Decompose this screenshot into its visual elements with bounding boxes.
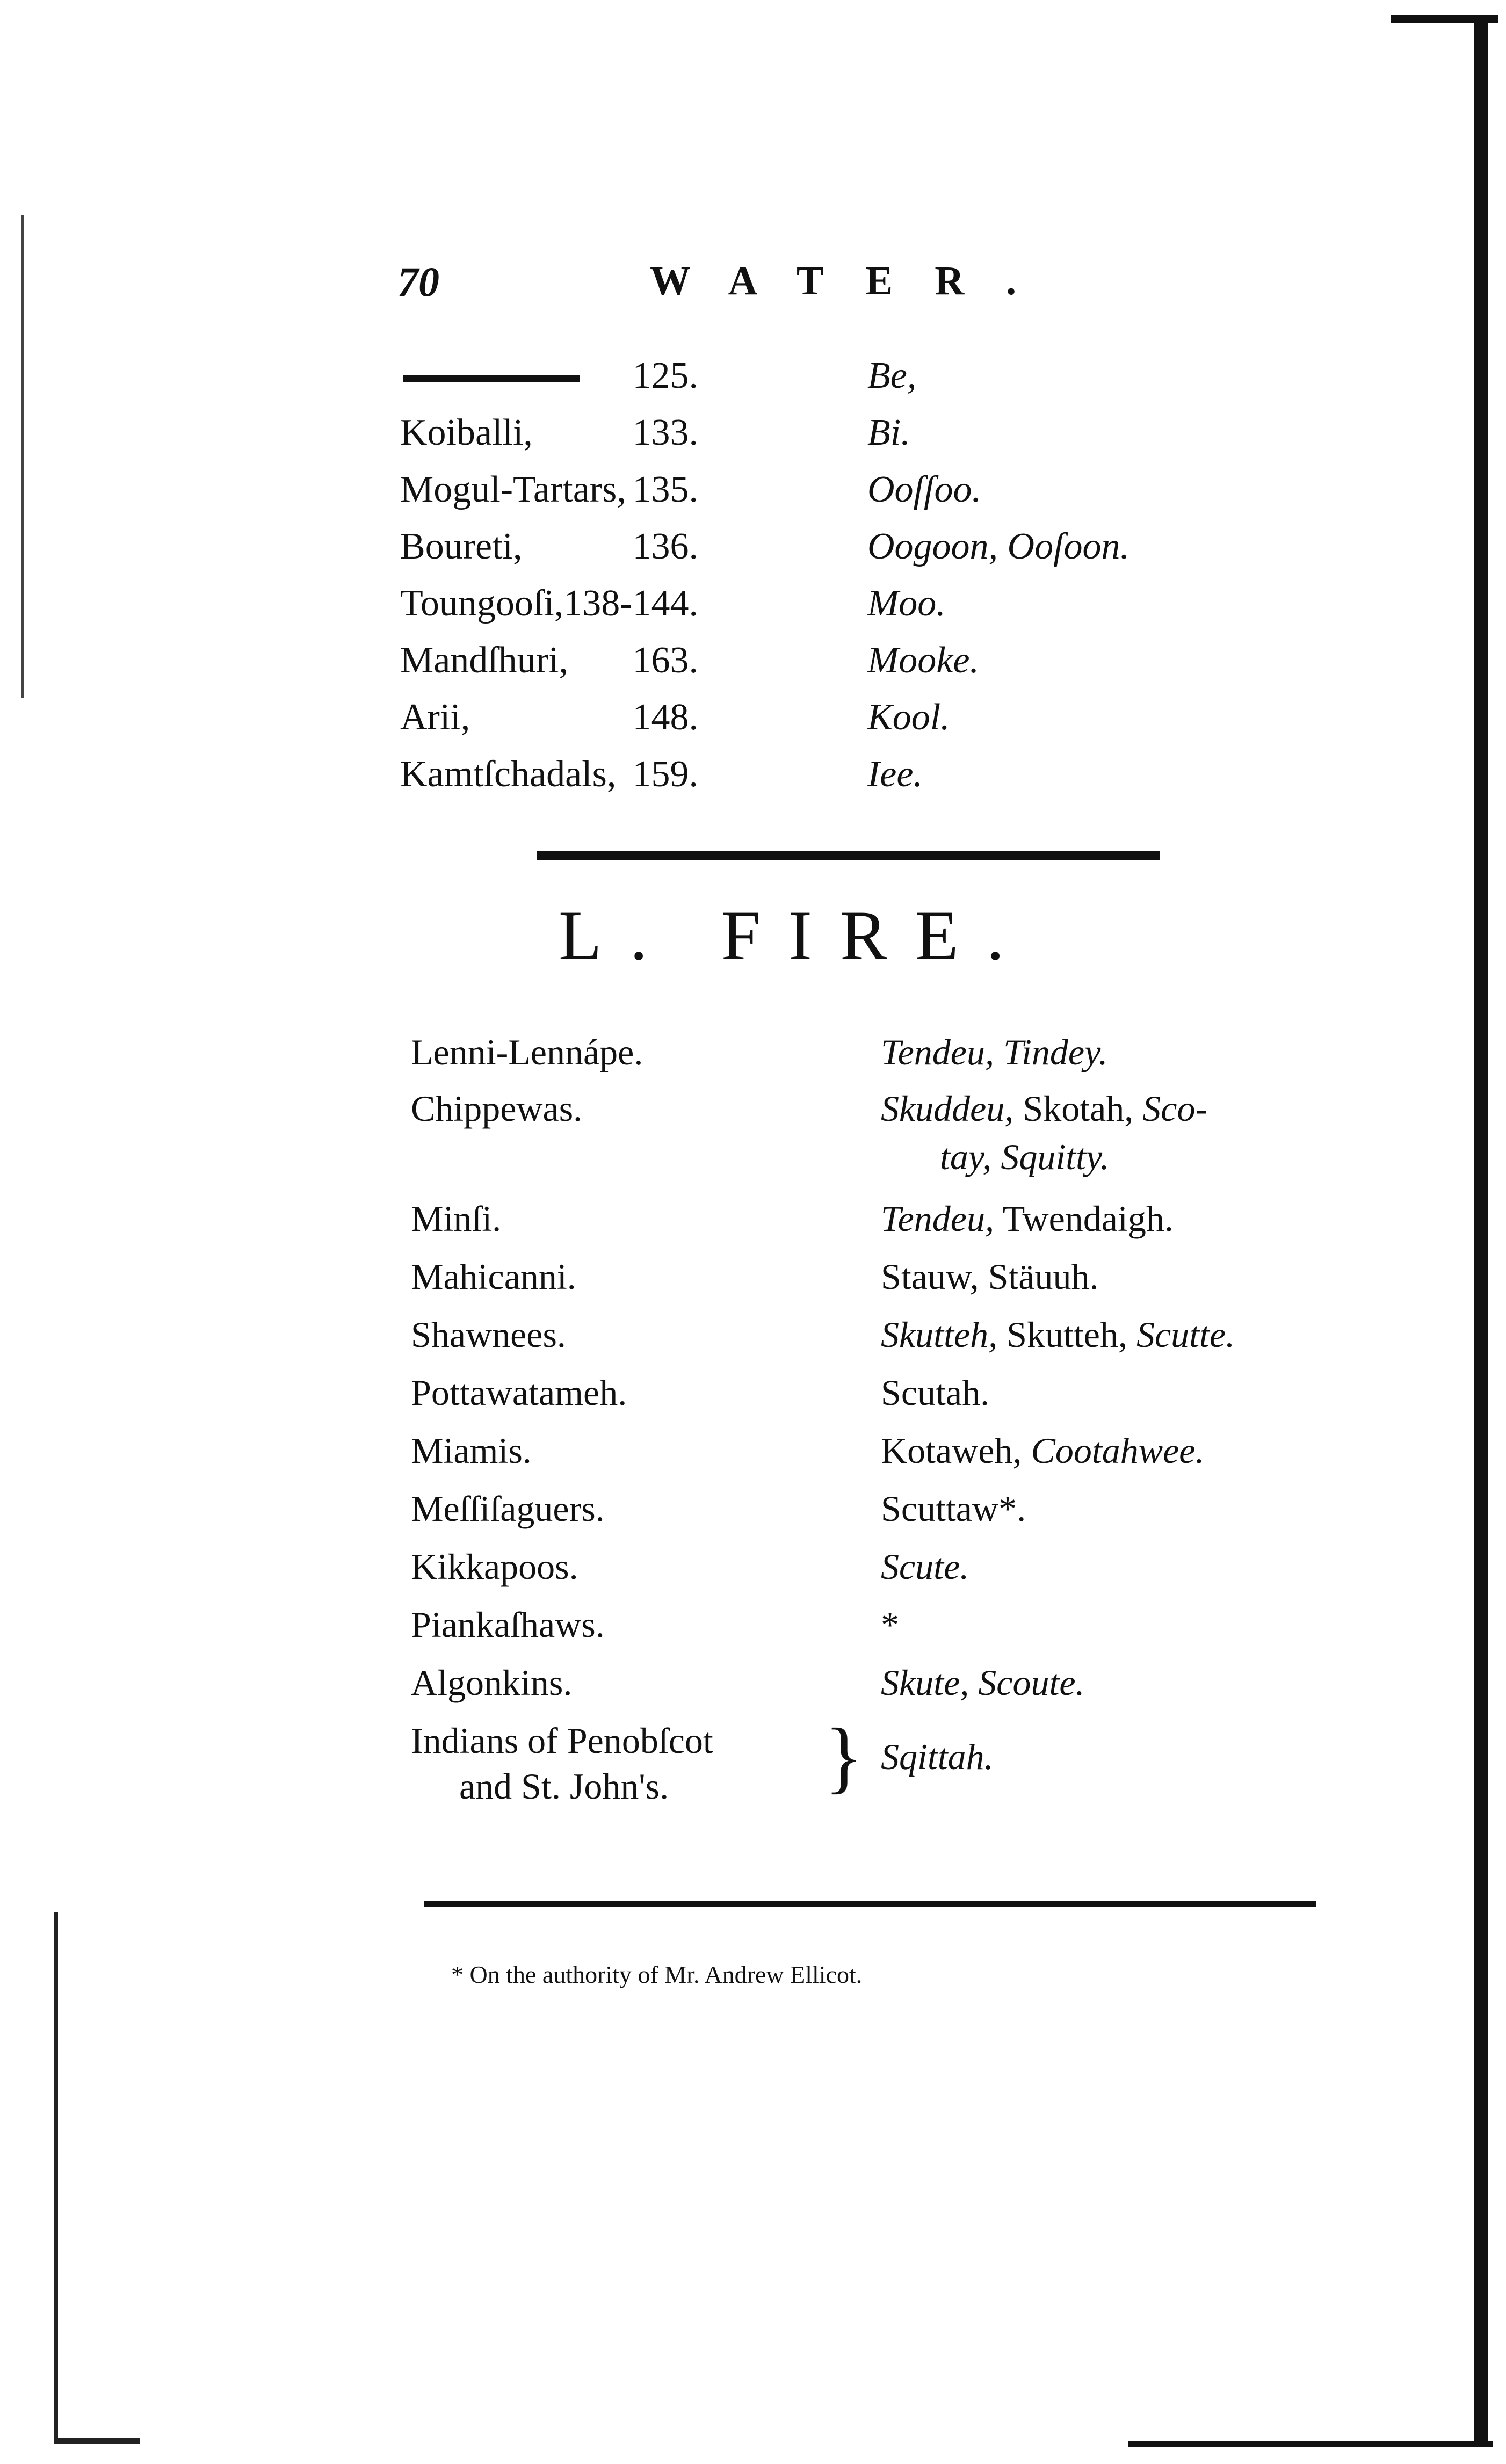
language-name: Koiballi, [400,412,533,453]
fire-table-row [411,1314,1351,1372]
words-for-fire [881,1546,969,1588]
word-for-fire: * [881,1604,899,1645]
page-reference: 159. [632,753,698,795]
word-for-water: Iee. [867,753,923,795]
word-for-fire: Skuddeu, [881,1088,1014,1129]
language-name: Indians of Penobſcot [411,1720,713,1761]
words-for-fire [881,1198,1174,1240]
word-for-fire: Twendaigh. [994,1198,1174,1239]
fire-table-row [411,1031,1351,1088]
language-name: Piankaſhaws. [411,1604,605,1645]
page-reference: 133. [632,412,698,453]
word-for-fire: Sco- [1142,1088,1208,1129]
page-header [397,258,1096,317]
language-name: Pottawatameh. [411,1372,627,1413]
word-for-fire: Kotaweh, [881,1430,1031,1471]
word-for-water: Ooſſoo. [867,469,981,510]
fire-table-row [411,1546,1351,1604]
water-table-row [400,582,1152,639]
fire-table-row [411,1136,1351,1198]
word-for-fire: Cootahwee. [1031,1430,1205,1471]
grouping-brace: } [824,1712,863,1801]
page-edge-bottom-left [54,2438,140,2444]
words-for-fire [881,1488,1026,1530]
running-head: WATER. [650,258,1059,303]
fire-table-row [411,1430,1351,1488]
word-for-fire: Skutteh, [997,1314,1136,1355]
words-for-fire [881,1372,989,1414]
word-for-fire: Skutteh, [881,1314,998,1355]
water-table-row [400,639,1152,696]
language-name: Chippewas. [411,1088,583,1129]
page-reference: 125. [632,355,698,396]
section-title: L. FIRE. [559,896,1032,975]
language-name: Arii, [400,697,470,738]
water-table-row [400,525,1152,582]
fire-table-row [411,1604,1351,1662]
fire-table-row [411,1488,1351,1546]
language-name: Miamis. [411,1430,532,1471]
fire-table-row [411,1372,1351,1430]
words-for-fire [940,1136,1109,1178]
water-table-row [400,411,1152,468]
word-for-fire: Skute, Scoute. [881,1662,1085,1703]
word-for-water: Kool. [867,697,950,738]
page-edge-left [21,215,24,698]
word-for-fire: Sqittah. [881,1736,994,1777]
language-name: and St. John's. [459,1766,669,1807]
word-for-water: Bi. [867,412,910,453]
words-for-fire [881,1604,899,1646]
fire-table-row [411,1088,1351,1136]
language-name: Mogul-Tartars, [400,469,626,510]
page-number: 70 [397,258,439,305]
language-name: Lenni-Lennápe. [411,1032,643,1072]
word-for-fire: Scutte. [1136,1314,1235,1355]
fire-table-row [411,1765,1351,1814]
language-name: Meſſiſaguers. [411,1488,605,1529]
page-edge-left-lower [54,1912,58,2438]
word-for-water: Oogoon, Ooſoon. [867,526,1130,567]
language-name: Kikkapoos. [411,1546,578,1587]
words-for-fire [881,1430,1204,1472]
word-for-water: Be, [867,355,917,396]
word-for-fire: Scuttaw*. [881,1488,1026,1529]
words-for-fire [881,1314,1235,1356]
language-name: Kamtſchadals, [400,753,617,795]
water-table-row [400,468,1152,525]
page-reference: 138-144. [563,583,698,624]
footnote-rule [424,1901,1316,1907]
language-name: Minſi. [411,1198,502,1239]
water-table [400,354,1152,810]
ditto-dash [403,375,580,382]
word-for-fire: Stauw, Stäuuh. [881,1256,1099,1297]
footnote: * On the authority of Mr. Andrew Ellicot. [451,1961,863,1988]
language-name: Mahicanni. [411,1256,576,1297]
fire-table-row [411,1662,1351,1720]
page-edge-bottom [1128,2441,1493,2447]
word-for-water: Mooke. [867,640,979,681]
word-for-fire: Skotah, [1013,1088,1143,1129]
language-name: Shawnees. [411,1314,566,1355]
language-name: Boureti, [400,526,523,567]
words-for-fire [881,1031,1108,1074]
word-for-fire: tay, Squitty. [940,1136,1110,1177]
words-for-fire [881,1662,1085,1704]
word-for-water: Moo. [867,583,946,624]
language-name: Algonkins. [411,1662,573,1703]
fire-table-row [411,1256,1351,1314]
page-edge-right [1474,16,1488,2444]
words-for-fire [881,1256,1098,1298]
fire-table-row [411,1198,1351,1256]
page-reference: 135. [632,469,698,510]
word-for-fire: Tendeu, [881,1198,994,1239]
section-rule [537,851,1160,860]
page-reference: 163. [632,640,698,681]
word-for-fire: Scute. [881,1546,969,1587]
water-table-row [400,696,1152,753]
word-for-fire: Tendeu, [881,1032,994,1072]
page-reference: 136. [632,526,698,567]
language-name: Mandſhuri, [400,640,569,681]
water-table-row [400,354,1152,411]
word-for-fire: Scutah. [881,1372,990,1413]
language-name: Toungooſi, [400,583,564,624]
words-for-fire [881,1088,1207,1130]
page-reference: 148. [632,697,698,738]
water-table-row [400,753,1152,810]
word-for-fire: Tindey. [994,1032,1108,1072]
fire-table [411,1031,1351,1814]
